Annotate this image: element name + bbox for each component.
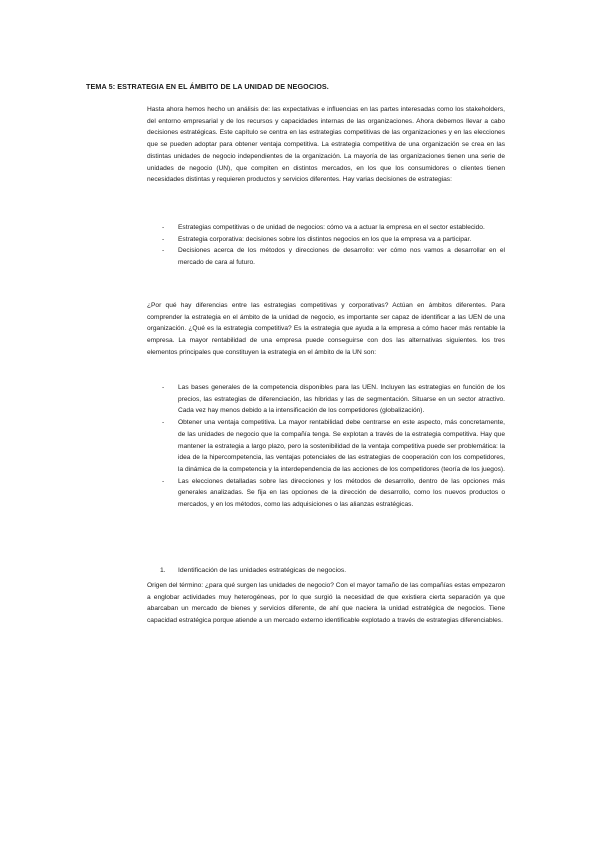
origin-block	[147, 580, 505, 627]
bullet-dash: -	[162, 235, 165, 243]
list-item-text: Estrategia corporativa: decisiones sobre los distintos negocios en los que la empresa va a participar.	[178, 235, 472, 243]
question-paragraph: ¿Por qué hay diferencias entre las estrategias competitivas y corporativas? Actúan en ámbitos diferentes. Para comprender la estrategia en el ámbito de la unidad de negocio, es importante ser capaz de identificar a las UEN de una organización. ¿Qué es la estrategia competitiva? Es la estrategia que ayuda a la empresa a cómo hacer más rentable la empresa. La mayor rentabilidad de una empresa puede conseguirse con dos las alternativas siguientes. los tres elementos principales que constituyen la estrategia en el ámbito de la UN son:	[147, 302, 505, 356]
origin-paragraph: Origen del término: ¿para qué surgen las unidades de negocio? Con el mayor tamaño de las compañías estas empezaron a englobar actividades muy heterogéneas, por lo que surgió la necesidad de que existiera cierta separación ya que abarcaban un mercado de bienes y servicios diferente, de ahí que naciera la unidad estratégica de negocios. Tiene capacidad estratégica porque atiende a un mercado externo identificable explotado a través de estrategias diferenciables.	[147, 582, 505, 625]
list-item	[162, 476, 505, 511]
bullet-dash: -	[162, 384, 165, 391]
list-item	[162, 222, 505, 234]
list-item	[162, 417, 505, 476]
section-number: 1.	[160, 567, 166, 574]
elements-list	[162, 382, 505, 511]
question-block	[147, 300, 505, 359]
decisions-list	[162, 222, 505, 269]
document-title: TEMA 5: ESTRATEGIA EN EL ÁMBITO DE LA UNIDAD DE NEGOCIOS.	[86, 82, 329, 91]
intro-paragraph: Hasta ahora hemos hecho un análisis de: las expectativas e influencias en las partes interesadas como los stakeholders, del entorno empresarial y de los recursos y capacidades internas de las organizaciones. Ahora debemos llevar a cabo decisiones estratégicas. Este capítulo se centra en las estrategias competitivas de las organizaciones y en las elecciones que se pueden adoptar para obtener ventaja competitiva. La estrategia competitiva de una organización se crea en las distintas unidades de negocio independientes de la organización. La mayoría de las organizaciones tienen una serie de unidades de negocio (UN), que compiten en distintos mercados, en los que los consumidores o clientes tienen necesidades distintas y requieren productos y servicios diferentes. Hay varias decisiones de estrategias:	[147, 106, 505, 184]
section-heading	[160, 566, 346, 576]
bullet-dash: -	[162, 477, 165, 485]
list-item-text: Las bases generales de la competencia disponibles para las UEN. Incluyen las estrategias en función de los precios, las estrategias de diferenciación, las híbridas y las de segmentación. Situarse en un sector atractivo. Cada vez hay menos debido a la intensificación de los competidores (globalización).	[178, 384, 505, 415]
bullet-dash: -	[162, 224, 165, 231]
bullet-dash: -	[162, 419, 165, 427]
list-item-text: Decisiones acerca de los métodos y direcciones de desarrollo: ver cómo nos vamos a desarrollar en el mercado de cara al futuro.	[178, 247, 505, 267]
list-item-text: Estrategias competitivas o de unidad de negocios: cómo va a actuar la empresa en el sector establecido.	[178, 224, 485, 231]
list-item-text: Las elecciones detalladas sobre las direcciones y los métodos de desarrollo, dentro de las opciones más generales analizadas. Se fija en las opciones de la dirección de desarrollo, como los nuevos productos o mercados, y en los métodos, como las adquisiciones o las alianzas estratégicas.	[178, 477, 505, 509]
list-item	[162, 382, 505, 417]
list-item-text: Obtener una ventaja competitiva. La mayor rentabilidad debe centrarse en este aspecto, más concretamente, de las unidades de negocio que la compañía tenga. Se explotan a través de la estrategia competitiva. Hay que mantener la estrategia a largo plazo, pero la sostenibilidad de la ventaja competitiva puede ser problemática: la idea de la hipercompetencia, las ventajas potenciales de las estrategias de cooperación con los competidores, la dinámica de la competencia y la interdependencia de las acciones de los competidores (teoría de los juegos).	[178, 419, 505, 473]
section-heading-text: Identificación de las unidades estratégicas de negocios.	[178, 567, 347, 574]
bullet-dash: -	[162, 247, 165, 255]
intro-block	[147, 104, 505, 186]
list-item	[162, 234, 505, 246]
list-item	[162, 245, 505, 268]
